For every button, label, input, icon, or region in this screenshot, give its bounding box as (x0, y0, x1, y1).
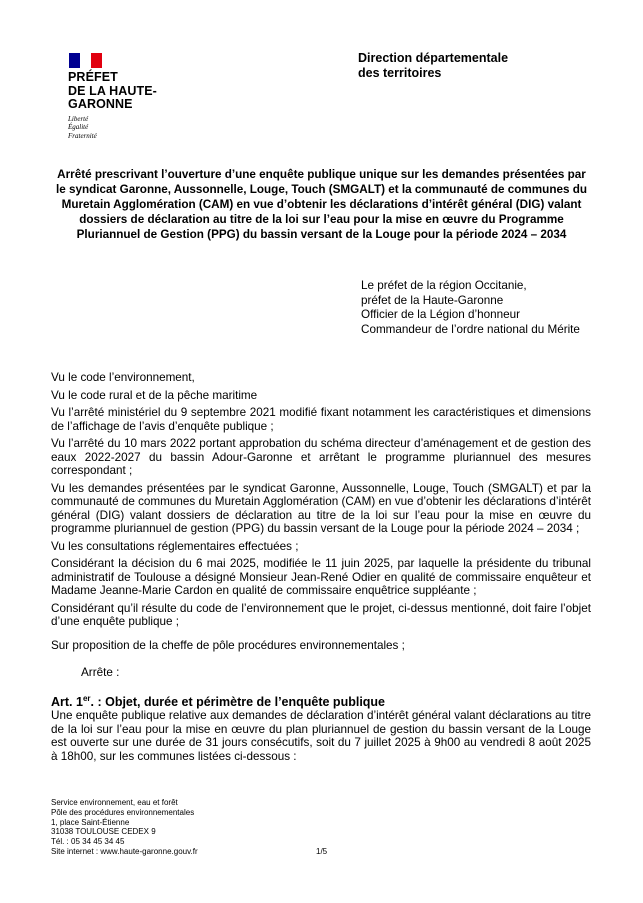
article-1-heading (51, 692, 591, 710)
article-1-prefix: Art. 1 (51, 694, 83, 709)
prefet-heading (68, 71, 178, 112)
page-number: 1/5 (316, 847, 328, 856)
motto-line: Égalité (68, 123, 89, 131)
footer-line: Service environnement, eau et forêt (51, 798, 178, 807)
prefet-block-line: Le préfet de la région Occitanie, (361, 279, 527, 292)
footer-line: Pôle des procédures environnementales (51, 807, 195, 817)
arrete-label: Arrête : (81, 666, 120, 679)
visa-paragraph: Vu l’arrêté ministériel du 9 septembre 2021 modifié fixant notamment les caractéristiques et dimensions de l’affichage de l’avis d’enquête publique ; (51, 406, 591, 433)
visa-paragraph: Vu l’arrêté du 10 mars 2022 portant approbation du schéma directeur d’aménagement et de gestion des eaux 2022-2027 du bassin Adour-Garonne et arrêtant le programme pluriannuel des mesures correspondant ; (51, 437, 591, 477)
republic-motto (68, 115, 178, 141)
decree-body (51, 371, 591, 767)
prefet-line: DE LA HAUTE- (68, 83, 157, 98)
footer-line: Tél. : 05 34 45 34 45 (51, 837, 125, 847)
visa-paragraph: Vu les demandes présentées par le syndicat Garonne, Aussonnelle, Louge, Touch (SMGALT) et par la communauté de communes du Muretain Agglomération (CAM) en vue d’obtenir les déclarations d’intérêt général (DIG) valant dossiers de déclaration au titre de la loi sur l’eau pour la mise en œuvre du programme pluriannuel de gestion (PPG) du bassin versant de la Louge pour la période 2024 – 2034 ; (51, 481, 591, 535)
footer-line: Site internet : www.haute-garonne.gouv.fr (51, 846, 198, 856)
footer-line: 1, place Saint-Étienne (51, 817, 130, 827)
footer-line: 31038 TOULOUSE CEDEX 9 (51, 827, 156, 837)
prefet-signature-block (361, 279, 580, 337)
prefet-line: GARONNE (68, 97, 133, 111)
direction-line: des territoires (358, 66, 442, 80)
motto-line: Fraternité (68, 131, 97, 140)
visa-paragraph: Vu le code rural et de la pêche maritime (51, 388, 258, 402)
direction-line: Direction départementale (358, 51, 509, 65)
issuing-department (358, 51, 508, 81)
proposition-paragraph: Sur proposition de la cheffe de pôle procédures environnementales ; (51, 638, 405, 652)
motto-line: Liberté (68, 114, 89, 123)
visa-paragraph: Vu le code l’environnement, (51, 371, 195, 384)
considerant-paragraph: Considérant la décision du 6 mai 2025, modifiée le 11 juin 2025, par laquelle la présidente du tribunal administratif de Toulouse a désigné Monsieur Jean-René Odier en qualité de commissaire enquêteur et Madame Jeanne-Marie Cardon en qualité de commissaire enquêtrice suppléante ; (51, 557, 591, 597)
article-1-suffix: . : Objet, durée et périmètre de l’enquête publique (90, 694, 386, 709)
marianne-flag-icon (69, 53, 102, 68)
article-1-sup: er (82, 693, 91, 703)
page-footer (51, 798, 198, 857)
prefet-line: PRÉFET (68, 70, 118, 84)
visa-paragraph: Vu les consultations réglementaires effectuées ; (51, 539, 299, 553)
prefecture-logo (68, 53, 178, 140)
prefet-block-line: Commandeur de l’ordre national du Mérite (361, 322, 580, 336)
article-1-text: Une enquête publique relative aux demandes de déclaration d’intérêt général valant déclarations au titre de la loi sur l’eau pour la mise en œuvre du plan pluriannuel de gestion du bassin versant de la Louge est ouverte sur une durée de 31 jours consécutifs, soit du 7 juillet 2025 à 9h00 au vendredi 8 août 2025 à 18h00, sur les communes listées ci-dessous : (51, 709, 591, 763)
prefet-block-line: Officier de la Légion d’honneur (361, 308, 520, 321)
prefet-block-line: préfet de la Haute-Garonne (361, 293, 504, 307)
considerant-paragraph: Considérant qu’il résulte du code de l’environnement que le projet, ci-dessus mentionné, doit faire l’objet d’une enquête publique ; (51, 601, 591, 628)
decree-title: Arrêté prescrivant l’ouverture d’une enquête publique unique sur les demandes présentées par le syndicat Garonne, Aussonnelle, Louge, Touch (SMGALT) et la communauté de communes du Muretain Agglomération (CAM) en vue d’obtenir les déclarations d’intérêt général (DIG) valant dossiers de déclaration au titre de la loi sur l’eau pour la mise en œuvre du Programme Pluriannuel de Gestion (PPG) du bassin versant de la Louge pour la période 2024 – 2034 (56, 168, 587, 241)
